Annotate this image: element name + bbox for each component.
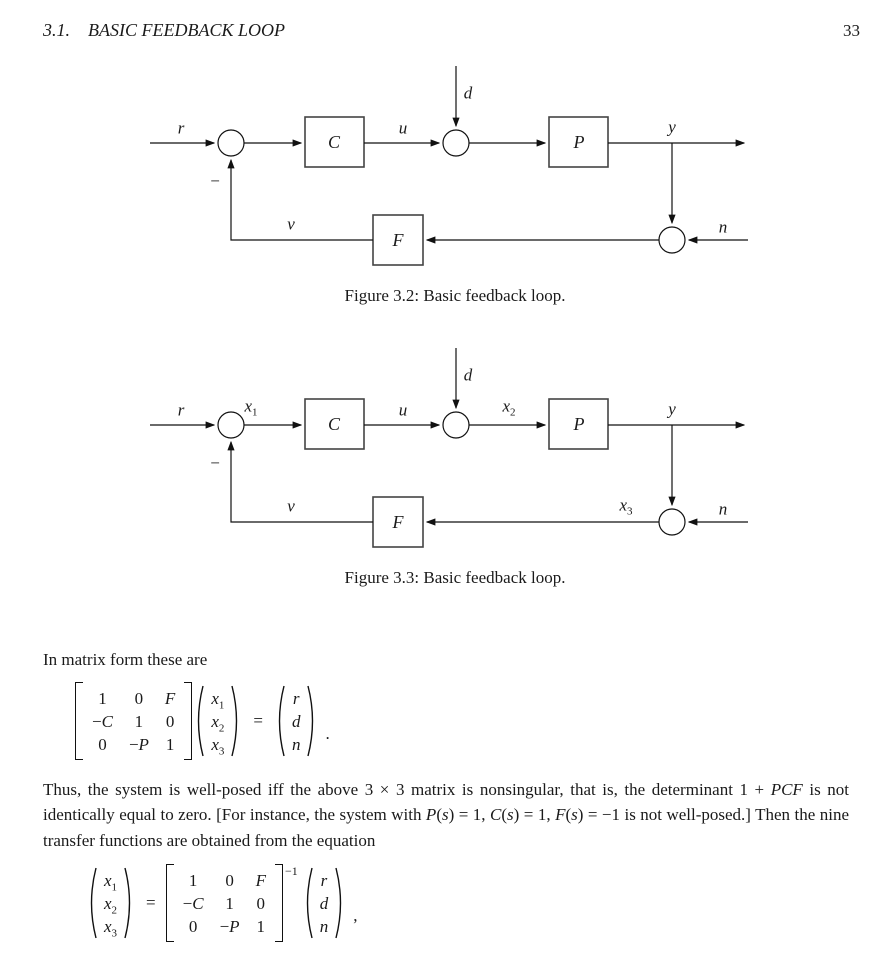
figure-3-2-diagram: [0, 60, 890, 272]
figure-3-3-caption: Figure 3.3: Basic feedback loop.: [344, 568, 566, 587]
vector-cell: $x_1$: [104, 870, 118, 893]
matrix-cell: 1: [225, 893, 234, 913]
coefficient-matrix: [174, 869, 275, 938]
matrix-cell: 0: [225, 870, 234, 890]
summing-junction-2: [443, 412, 469, 438]
vector-cell: $x_3$: [211, 734, 225, 757]
section-heading: [43, 20, 285, 41]
left-paren: [273, 683, 286, 759]
summing-junction-1: [218, 412, 244, 438]
matrix-cell: F: [164, 688, 176, 708]
minus-sign: −: [209, 171, 221, 191]
equals-sign: =: [146, 893, 156, 912]
matrix-cell: 1: [134, 711, 144, 731]
vector-cell: $x_1$: [211, 688, 225, 711]
left-paren: [85, 865, 98, 941]
signal-label-v: v: [287, 214, 295, 234]
signal-label-n: n: [718, 217, 728, 237]
matrix-cell: 0: [134, 688, 144, 708]
vector-cell: $x_2$: [104, 893, 118, 916]
signal-label-u: u: [398, 118, 408, 138]
feedback-arrow: [231, 160, 373, 240]
vector-cell: n: [291, 734, 301, 754]
state-vector: [98, 869, 123, 938]
signal-label-d: d: [463, 83, 473, 103]
summing-junction-3: [659, 227, 685, 253]
page-number: 33: [843, 21, 860, 40]
controller-label: C: [327, 414, 341, 434]
vector-cell: d: [291, 711, 301, 731]
vector-cell: n: [319, 916, 329, 936]
right-bracket: [275, 864, 283, 942]
matrix-intro-text: In matrix form these are: [43, 650, 208, 669]
matrix-cell: −P: [219, 916, 240, 936]
sensor-label: F: [392, 512, 404, 532]
signal-label-y: y: [668, 117, 676, 137]
vector-cell: d: [319, 893, 329, 913]
right-paren: [306, 683, 319, 759]
vector-cell: r: [292, 688, 300, 708]
inverse-exponent: −1: [284, 864, 298, 878]
signal-label-x3: $x_3$: [619, 495, 633, 518]
minus-sign: −: [209, 453, 221, 473]
vector-cell: r: [320, 870, 328, 890]
signal-label-d: d: [463, 365, 473, 385]
equation-transfer-functions: [85, 862, 357, 944]
matrix-cell: 0: [188, 916, 198, 936]
figure-3-3-diagram: [0, 342, 890, 554]
right-bracket: [184, 682, 192, 760]
controller-label: C: [327, 132, 341, 152]
figure-3-2-caption: Figure 3.2: Basic feedback loop.: [344, 286, 566, 305]
section-title: BASIC FEEDBACK LOOP: [88, 20, 285, 40]
left-bracket: [166, 864, 174, 942]
input-vector: [314, 869, 335, 938]
summing-junction-1: [218, 130, 244, 156]
feedback-arrow: [231, 442, 373, 522]
coefficient-matrix: [83, 687, 184, 756]
summing-junction-2: [443, 130, 469, 156]
summing-junction-3: [659, 509, 685, 535]
matrix-cell: 1: [188, 870, 198, 890]
plant-label: P: [573, 132, 585, 152]
section-number: 3.1.: [43, 20, 70, 40]
matrix-cell: 1: [165, 734, 175, 754]
left-paren: [192, 683, 205, 759]
left-paren: [301, 865, 314, 941]
equation-punctuation: ,: [353, 906, 358, 925]
right-paren: [230, 683, 243, 759]
state-vector: [205, 687, 230, 756]
equals-sign: =: [253, 711, 263, 730]
right-paren: [334, 865, 347, 941]
matrix-cell: −P: [128, 734, 149, 754]
vector-cell: $x_2$: [211, 711, 225, 734]
matrix-cell: 0: [165, 711, 175, 731]
signal-label-x1: $x_1$: [244, 396, 258, 419]
equation-punctuation: .: [325, 724, 330, 743]
matrix-cell: 0: [98, 734, 107, 754]
equation-matrix-form: [75, 680, 330, 762]
signal-label-r: r: [177, 400, 185, 420]
signal-label-v: v: [287, 496, 295, 516]
vector-cell: $x_3$: [104, 916, 118, 939]
signal-label-u: u: [398, 400, 408, 420]
signal-label-r: r: [177, 118, 185, 138]
input-vector: [286, 687, 307, 756]
matrix-cell: −C: [92, 711, 113, 731]
sensor-label: F: [392, 230, 404, 250]
body-paragraph: Thus, the system is well-posed iff the above 3 × 3 matrix is nonsingular, that is, the determinant 1 + PCF is not identically equal to zero. [For instance, the system with P(s) = 1, C(s) = 1, F(s) = −1 is not well-posed.] Then the nine transfer functions are obtained from the equation: [43, 780, 850, 850]
signal-label-x2: $x_2$: [502, 396, 516, 419]
signal-label-y: y: [668, 399, 676, 419]
page-header: [43, 20, 860, 41]
matrix-cell: F: [255, 870, 266, 890]
matrix-cell: −C: [182, 893, 204, 913]
matrix-cell: 1: [256, 916, 265, 936]
matrix-cell: 0: [256, 893, 265, 913]
signal-label-n: n: [718, 499, 728, 519]
right-paren: [123, 865, 136, 941]
left-bracket: [75, 682, 83, 760]
matrix-cell: 1: [98, 688, 107, 708]
plant-label: P: [573, 414, 585, 434]
